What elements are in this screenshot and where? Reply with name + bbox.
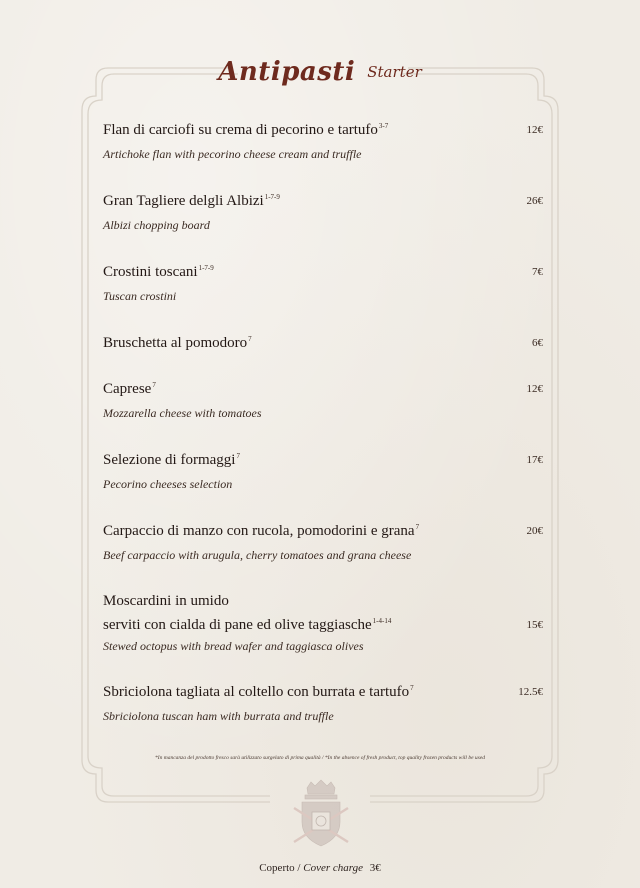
allergen-codes: 3-7 bbox=[378, 122, 389, 130]
item-price: 26€ bbox=[526, 195, 543, 207]
item-description: Artichoke flan with pecorino cheese cream and truffle bbox=[103, 147, 362, 161]
item-name: Gran Tagliere delgli Albizi bbox=[103, 193, 264, 209]
item-price: 7€ bbox=[532, 266, 543, 278]
section-title: Antipasti bbox=[218, 57, 356, 87]
item-price: 12.5€ bbox=[518, 686, 543, 698]
frozen-product-note: *In mancanza del prodotto fresco sarà utilizzato surgelato di prima qualità / *In the absence of fresh product, top quality frozen products will be used bbox=[155, 755, 485, 761]
item-description: Sbriciolona tuscan ham with burrata and truffle bbox=[103, 709, 334, 723]
menu-header bbox=[0, 52, 640, 92]
cover-charge-label-en: Cover charge bbox=[303, 862, 364, 874]
menu-item bbox=[103, 450, 543, 493]
item-description: Pecorino cheeses selection bbox=[103, 477, 233, 491]
item-name: Bruschetta al pomodoro bbox=[103, 335, 248, 351]
menu-item bbox=[103, 120, 543, 163]
item-price: 17€ bbox=[526, 454, 543, 466]
cover-charge-price: 3€ bbox=[369, 862, 381, 874]
item-description: Beef carpaccio with arugula, cherry tomatoes and grana cheese bbox=[103, 548, 412, 562]
cover-charge bbox=[0, 862, 640, 874]
menu-item bbox=[103, 682, 543, 725]
menu-item bbox=[103, 521, 543, 564]
section-subtitle: Starter bbox=[367, 63, 422, 81]
menu-items bbox=[103, 120, 543, 725]
item-price: 15€ bbox=[526, 619, 543, 631]
cover-charge-separator: / bbox=[297, 862, 301, 874]
item-price: 20€ bbox=[526, 525, 543, 537]
menu-item bbox=[103, 591, 543, 655]
item-price: 12€ bbox=[526, 383, 543, 395]
restaurant-crest-icon bbox=[290, 778, 352, 850]
item-description: Tuscan crostini bbox=[103, 289, 177, 303]
allergen-codes: 7 bbox=[152, 381, 156, 389]
item-name-first-line: Moscardini in umido bbox=[103, 593, 229, 609]
item-price: 6€ bbox=[532, 337, 543, 349]
menu-item bbox=[103, 191, 543, 234]
allergen-codes: 1-4-14 bbox=[372, 617, 392, 625]
item-name: Caprese bbox=[103, 381, 152, 397]
item-description: Mozzarella cheese with tomatoes bbox=[103, 406, 262, 420]
allergen-codes: 1-7-9 bbox=[264, 193, 280, 201]
allergen-codes: 7 bbox=[410, 684, 414, 692]
allergen-codes: 1-7-9 bbox=[198, 264, 214, 272]
item-name: Carpaccio di manzo con rucola, pomodorini e grana bbox=[103, 523, 415, 539]
allergen-codes: 7 bbox=[248, 335, 252, 343]
item-name: Crostini toscani bbox=[103, 264, 198, 280]
item-name: Selezione di formaggi bbox=[103, 452, 236, 468]
menu-item bbox=[103, 262, 543, 305]
menu-item bbox=[103, 379, 543, 422]
menu-item bbox=[103, 333, 543, 353]
cover-charge-label-it: Coperto bbox=[259, 862, 295, 874]
allergen-codes: 7 bbox=[236, 452, 240, 460]
item-description: Albizi chopping board bbox=[103, 218, 210, 232]
item-name: Sbriciolona tagliata al coltello con burrata e tartufo bbox=[103, 684, 410, 700]
item-name: serviti con cialda di pane ed olive taggiasche bbox=[103, 617, 372, 633]
allergen-codes: 7 bbox=[415, 523, 420, 531]
item-name: Flan di carciofi su crema di pecorino e tartufo bbox=[103, 122, 378, 138]
item-description: Stewed octopus with bread wafer and taggiasca olives bbox=[103, 639, 364, 653]
item-price: 12€ bbox=[526, 124, 543, 136]
